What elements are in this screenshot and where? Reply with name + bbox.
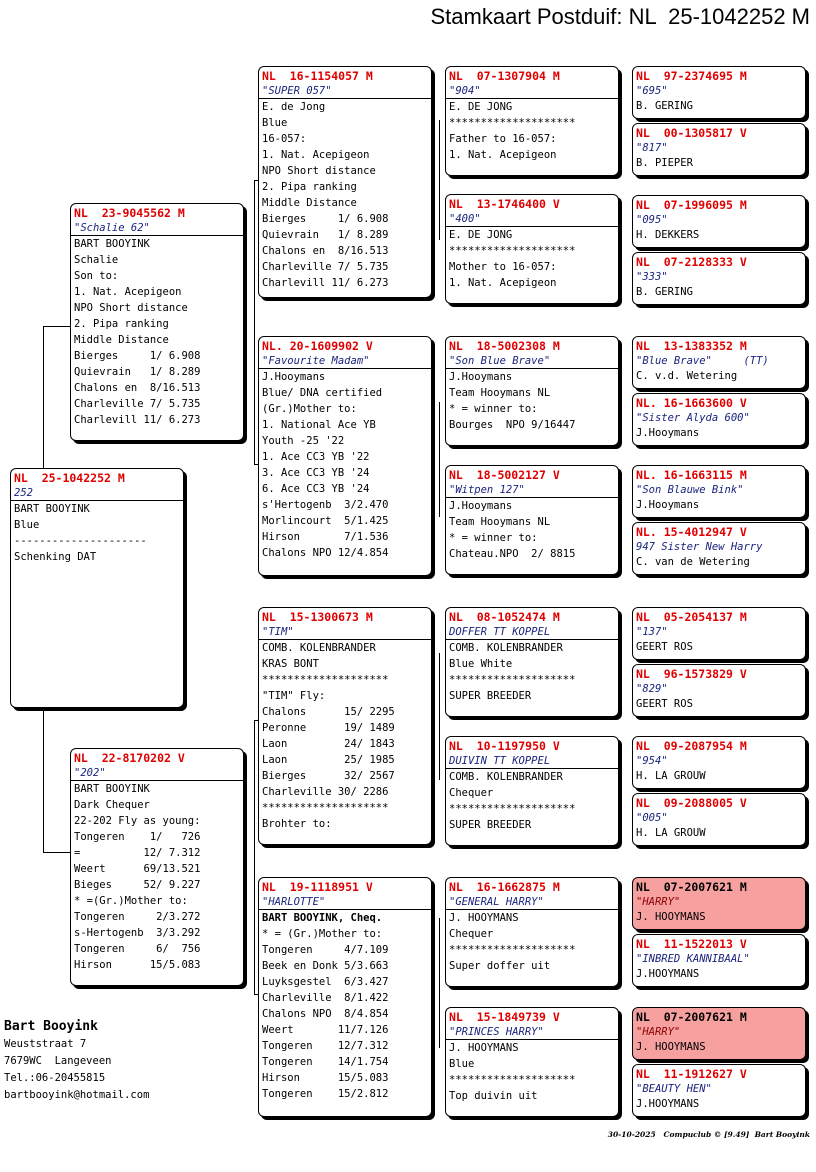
info-line: J. HOOYMANS	[449, 912, 519, 924]
info-line: COMB. KOLENBRANDER	[262, 642, 376, 654]
ring-number: NL. 16-1663115 M	[636, 468, 747, 482]
info-line: Blue White	[449, 658, 513, 670]
info-line: Son to:	[74, 270, 119, 282]
info-line: J. HOOYMANS	[636, 1041, 706, 1053]
info-line: Chalons 15/ 2295	[262, 706, 395, 718]
info-line: 1. Nat. Acepigeon	[449, 149, 557, 161]
info-line: NPO Short distance	[74, 302, 188, 314]
info-line: H. DEKKERS	[636, 229, 700, 241]
ring-number: NL 00-1305817 V	[636, 126, 747, 140]
info-line: Chalons NPO 8/4.854	[262, 1008, 389, 1020]
info-line: Top duivin uit	[449, 1090, 538, 1102]
info-line: Blue	[449, 1058, 475, 1070]
info-line: 16-057:	[262, 133, 307, 145]
ring-number: NL 07-2007621 M	[636, 880, 747, 894]
info-line: 1. National Ace YB	[262, 419, 376, 431]
info-line: C. van de Wetering	[636, 556, 750, 568]
ancestor-card	[632, 793, 806, 846]
info-line: Dark Chequer	[74, 799, 150, 811]
info-line: Peronne 19/ 1489	[262, 722, 395, 734]
ancestor-card-highlighted	[632, 877, 806, 930]
pigeon-name: "137"	[636, 626, 668, 638]
info-line: Bourges NPO 9/16447	[449, 419, 576, 431]
info-line: E. DE JONG	[449, 229, 513, 241]
subject-pigeon-card	[10, 468, 184, 708]
connector-line	[439, 918, 440, 1048]
info-line: Chalons NPO 12/4.854	[262, 547, 389, 559]
info-line: Middle Distance	[74, 334, 169, 346]
pigeon-name: "829"	[636, 683, 668, 695]
great-grandparent-card	[445, 607, 619, 717]
info-line: 1. Nat. Acepigeon	[262, 149, 370, 161]
pigeon-name: "Schalie 62"	[71, 221, 243, 236]
info-line: ********************	[262, 802, 389, 814]
pigeon-name: 252	[11, 486, 183, 501]
info-line: Chequer	[449, 787, 494, 799]
info-line: BART BOOYINK, Cheq.	[262, 912, 383, 924]
pigeon-name: "095"	[636, 214, 668, 226]
pigeon-name: "202"	[71, 766, 243, 781]
info-line: Bieges 52/ 9.227	[74, 879, 201, 891]
ring-number: NL 97-2374695 M	[636, 69, 747, 83]
info-line: Charlevill 11/ 6.273	[74, 414, 201, 426]
page-title: Stamkaart Postduif: NL 25-1042252 M	[430, 4, 810, 29]
connector-line	[439, 402, 440, 517]
pigeon-name: "817"	[636, 142, 668, 154]
info-line: ********************	[449, 245, 576, 257]
info-line: Tongeren 2/3.272	[74, 911, 201, 923]
ancestor-card	[632, 336, 806, 389]
info-line: J. HOOYMANS	[449, 1042, 519, 1054]
info-line: B. PIEPER	[636, 157, 693, 169]
ancestor-card	[632, 934, 806, 987]
owner-phone: Tel.:06-20455815	[4, 1072, 106, 1084]
info-line: Hirson 7/1.536	[262, 531, 389, 543]
ancestor-card	[632, 195, 806, 248]
ancestor-card	[632, 736, 806, 789]
pigeon-name: "954"	[636, 755, 668, 767]
info-line: Morlincourt 5/1.425	[262, 515, 389, 527]
ancestor-card	[632, 664, 806, 717]
info-line: Luyksgestel 6/3.427	[262, 976, 389, 988]
info-line: s'Hertogenb 3/2.470	[262, 499, 389, 511]
info-line: J.HOOYMANS	[636, 968, 700, 980]
info-line: Tongeren 12/7.312	[262, 1040, 389, 1052]
info-line: J.Hooymans	[636, 427, 700, 439]
info-line: Charleville 7/ 5.735	[74, 398, 201, 410]
ancestor-card	[632, 252, 806, 305]
info-line: = 12/ 7.312	[74, 847, 201, 859]
granddam-maternal-card	[258, 877, 432, 1117]
pigeon-name: "SUPER 057"	[259, 84, 431, 99]
info-line: Weert 11/7.126	[262, 1024, 389, 1036]
pigeon-name: "INBRED KANNIBAAL"	[636, 953, 750, 965]
ring-number: NL 05-2054137 M	[636, 610, 747, 624]
info-line: Quievrain 1/ 8.289	[74, 366, 201, 378]
ring-number: NL 16-1662875 M	[449, 880, 560, 894]
info-line: Chequer	[449, 928, 494, 940]
ring-number: NL 07-2128333 V	[636, 255, 747, 269]
info-line: Bierges 1/ 6.908	[74, 350, 201, 362]
info-line: Blue	[262, 117, 288, 129]
info-line: Team Hooymans NL	[449, 387, 551, 399]
info-line: 3. Ace CC3 YB '24	[262, 467, 370, 479]
info-line: BART BOOYINK	[74, 238, 150, 250]
info-line: BART BOOYINK	[14, 503, 90, 515]
info-line: Tongeren 6/ 756	[74, 943, 201, 955]
info-line: 1. Nat. Acepigeon	[449, 277, 557, 289]
info-line: 1. Ace CC3 YB '22	[262, 451, 370, 463]
ring-number: NL 10-1197950 V	[449, 739, 560, 753]
owner-name: Bart Booyink	[4, 1019, 98, 1034]
info-line: Hirson 15/5.083	[262, 1072, 389, 1084]
ring-number: NL. 16-1663600 V	[636, 396, 747, 410]
info-line: Charleville 8/1.422	[262, 992, 389, 1004]
ancestor-card	[632, 522, 806, 575]
info-line: Tongeren 15/2.812	[262, 1088, 389, 1100]
dam-card	[70, 748, 244, 986]
ancestor-card	[632, 66, 806, 119]
info-line: Chalons en 8/16.513	[74, 382, 201, 394]
pigeon-name: "Sister Alyda 600"	[636, 412, 750, 424]
ring-number: NL 15-1300673 M	[262, 610, 373, 624]
info-line: Tongeren 14/1.754	[262, 1056, 389, 1068]
great-grandparent-card	[445, 336, 619, 446]
info-line: J.Hooymans	[262, 371, 326, 383]
pigeon-name: "333"	[636, 271, 668, 283]
info-line: Father to 16-057:	[449, 133, 557, 145]
ring-number: NL 15-1849739 V	[449, 1010, 560, 1024]
ancestor-card	[632, 393, 806, 446]
ring-number: NL 07-1996095 M	[636, 198, 747, 212]
info-line: ********************	[449, 117, 576, 129]
ancestor-card	[632, 1064, 806, 1117]
ring-number: NL. 20-1609902 V	[262, 339, 373, 353]
ring-number: NL 22-8170202 V	[74, 751, 185, 765]
info-line: s-Hertogenb 3/3.292	[74, 927, 201, 939]
info-line: * = winner to:	[449, 403, 538, 415]
info-line: SUPER BREEDER	[449, 819, 532, 831]
info-line: H. LA GROUW	[636, 770, 706, 782]
info-line: * = winner to:	[449, 532, 538, 544]
info-line: Quievrain 1/ 8.289	[262, 229, 389, 241]
info-line: Brohter to:	[262, 818, 332, 830]
info-line: Charleville 7/ 5.735	[262, 261, 389, 273]
info-line: E. de Jong	[262, 101, 326, 113]
info-line: * = (Gr.)Mother to:	[262, 928, 383, 940]
sire-card	[70, 203, 244, 441]
info-line: (Gr.)Mother to:	[262, 403, 357, 415]
info-line: Super doffer uit	[449, 960, 551, 972]
ancestor-card	[632, 123, 806, 176]
ring-number: NL 11-1522013 V	[636, 937, 747, 951]
info-line: Charleville 30/ 2286	[262, 786, 389, 798]
ring-number: NL 13-1746400 V	[449, 197, 560, 211]
great-grandparent-card	[445, 1007, 619, 1117]
info-line: * =(Gr.)Mother to:	[74, 895, 188, 907]
info-line: Charlevill 11/ 6.273	[262, 277, 389, 289]
grandsire-paternal-card	[258, 66, 432, 298]
connector-line	[254, 180, 255, 464]
info-line: Bierges 1/ 6.908	[262, 213, 389, 225]
pigeon-name: DUIVIN TT KOPPEL	[446, 754, 618, 769]
info-line: COMB. KOLENBRANDER	[449, 771, 563, 783]
info-line: E. DE JONG	[449, 101, 513, 113]
info-line: 6. Ace CC3 YB '24	[262, 483, 370, 495]
pigeon-name: "Son Blauwe Bink"	[636, 484, 744, 496]
info-line: ********************	[449, 803, 576, 815]
ring-number: NL 07-2007621 M	[636, 1010, 747, 1024]
pigeon-name: "695"	[636, 85, 668, 97]
great-grandparent-card	[445, 66, 619, 176]
info-line: Weert 69/13.521	[74, 863, 201, 875]
info-line: Chateau.NPO 2/ 8815	[449, 548, 576, 560]
info-line: Laon 25/ 1985	[262, 754, 395, 766]
pigeon-name: "Blue Brave" (TT)	[636, 355, 769, 367]
info-line: Middle Distance	[262, 197, 357, 209]
connector-line	[439, 120, 440, 240]
ring-number: NL. 15-4012947 V	[636, 525, 747, 539]
owner-info	[4, 1018, 149, 1104]
pigeon-name: "HARRY"	[636, 896, 681, 908]
ring-number: NL 96-1573829 V	[636, 667, 747, 681]
info-line: Youth -25 '22	[262, 435, 345, 447]
info-line: ********************	[449, 1074, 576, 1086]
ring-number: NL 11-1912627 V	[636, 1067, 747, 1081]
ring-number: NL 19-1118951 V	[262, 880, 373, 894]
info-line: Tongeren 1/ 726	[74, 831, 201, 843]
great-grandparent-card	[445, 194, 619, 304]
info-line: Team Hooymans NL	[449, 516, 551, 528]
info-line: B. GERING	[636, 100, 693, 112]
pigeon-name: 947 Sister New Harry	[636, 541, 763, 553]
ring-number: NL 13-1383352 M	[636, 339, 747, 353]
info-line: GEERT ROS	[636, 698, 693, 710]
info-line: "TIM" Fly:	[262, 690, 326, 702]
pigeon-name: "HARLOTTE"	[259, 895, 431, 910]
ring-number: NL 25-1042252 M	[14, 471, 125, 485]
info-line: 2. Pipa ranking	[74, 318, 169, 330]
pigeon-name: "HARRY"	[636, 1026, 681, 1038]
info-line: Beek en Donk 5/3.663	[262, 960, 389, 972]
ring-number: NL 09-2087954 M	[636, 739, 747, 753]
connector-line	[43, 326, 70, 327]
granddam-paternal-card	[258, 336, 432, 576]
info-line: 22-202 Fly as young:	[74, 815, 201, 827]
ring-number: NL 16-1154057 M	[262, 69, 373, 83]
info-line: J.Hooymans	[449, 371, 513, 383]
info-line: J.Hooymans	[636, 499, 700, 511]
ring-number: NL 18-5002127 V	[449, 468, 560, 482]
info-line: KRAS BONT	[262, 658, 319, 670]
info-line: SUPER BREEDER	[449, 690, 532, 702]
grandsire-maternal-card	[258, 607, 432, 845]
pigeon-name: "904"	[446, 84, 618, 99]
info-line: Chalons en 8/16.513	[262, 245, 389, 257]
great-grandparent-card	[445, 465, 619, 575]
info-line: 2. Pipa ranking	[262, 181, 357, 193]
info-line: Tongeren 4/7.109	[262, 944, 389, 956]
info-line: ********************	[449, 944, 576, 956]
footer-credits: 30-10-2025 Compuclub © [9.49] Bart Booyink	[607, 1130, 810, 1139]
pigeon-name: "Son Blue Brave"	[446, 354, 618, 369]
info-line: J. HOOYMANS	[636, 911, 706, 923]
ring-number: NL 09-2088005 V	[636, 796, 747, 810]
pigeon-name: "400"	[446, 212, 618, 227]
info-line: ********************	[449, 674, 576, 686]
ring-number: NL 23-9045562 M	[74, 206, 185, 220]
great-grandparent-card	[445, 736, 619, 846]
pigeon-name: "BEAUTY HEN"	[636, 1083, 712, 1095]
info-line: Bierges 32/ 2567	[262, 770, 395, 782]
pigeon-name: "TIM"	[259, 625, 431, 640]
info-line: J.HOOYMANS	[636, 1098, 700, 1110]
pigeon-name: "GENERAL HARRY"	[446, 895, 618, 910]
ancestor-card	[632, 465, 806, 518]
info-line: ********************	[262, 674, 389, 686]
owner-email: bartbooyink@hotmail.com	[4, 1089, 150, 1101]
pigeon-name: "005"	[636, 812, 668, 824]
info-line: 1. Nat. Acepigeon	[74, 286, 182, 298]
info-line: Schalie	[74, 254, 119, 266]
owner-street: Weuststraat 7	[4, 1038, 87, 1050]
pigeon-name: "Witpen 127"	[446, 483, 618, 498]
great-grandparent-card	[445, 877, 619, 987]
connector-line	[254, 720, 255, 994]
info-line: Schenking DAT	[14, 551, 97, 563]
info-line: BART BOOYINK	[74, 783, 150, 795]
info-line: Hirson 15/5.083	[74, 959, 201, 971]
ring-number: NL 07-1307904 M	[449, 69, 560, 83]
info-line: COMB. KOLENBRANDER	[449, 642, 563, 654]
info-line: J.Hooymans	[449, 500, 513, 512]
connector-line	[43, 852, 70, 853]
info-line: GEERT ROS	[636, 641, 693, 653]
info-line: Blue/ DNA certified	[262, 387, 383, 399]
owner-city: 7679WC Langeveen	[4, 1055, 112, 1067]
info-line: ---------------------	[14, 535, 147, 547]
info-line: NPO Short distance	[262, 165, 376, 177]
ring-number: NL 08-1052474 M	[449, 610, 560, 624]
info-line: Laon 24/ 1843	[262, 738, 395, 750]
info-line: H. LA GROUW	[636, 827, 706, 839]
connector-line	[439, 653, 440, 780]
pigeon-name: DOFFER TT KOPPEL	[446, 625, 618, 640]
ancestor-card-highlighted	[632, 1007, 806, 1060]
ring-number: NL 18-5002308 M	[449, 339, 560, 353]
pigeon-name: "Favourite Madam"	[259, 354, 431, 369]
info-line: Mother to 16-057:	[449, 261, 557, 273]
info-line: C. v.d. Wetering	[636, 370, 738, 382]
info-line: B. GERING	[636, 286, 693, 298]
info-line: Blue	[14, 519, 40, 531]
pigeon-name: "PRINCES HARRY"	[446, 1025, 618, 1040]
ancestor-card	[632, 607, 806, 660]
